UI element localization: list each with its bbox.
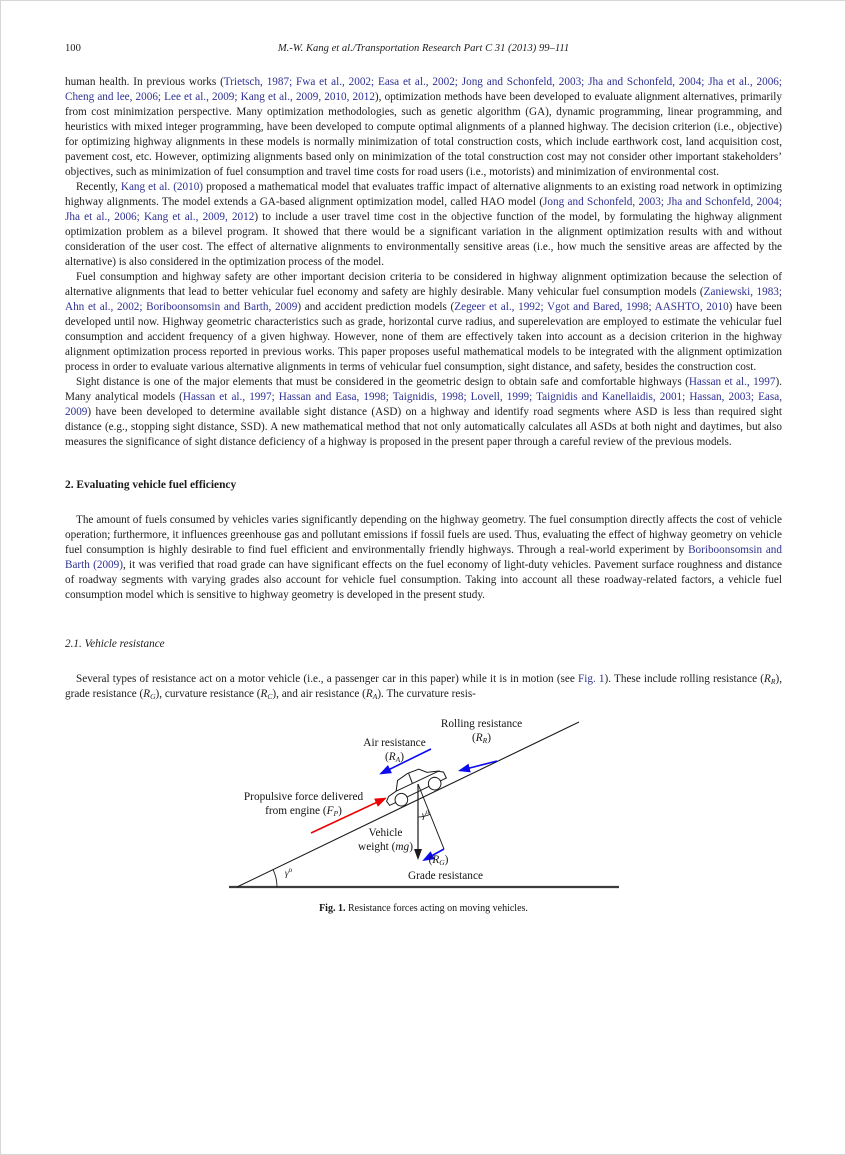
label-rolling-resistance: Rolling resistance $(R_R)$ xyxy=(440,718,523,745)
citation-link[interactable]: Hassan et al., 1997 xyxy=(688,376,776,388)
section-heading-2: 2. Evaluating vehicle fuel efficiency xyxy=(65,479,237,491)
label-vehicle-weight: Vehicle weight (mg) xyxy=(358,827,413,853)
citation-link[interactable]: Hassan et al., 1997; Hassan and Easa, 1998; Taignidis, 1998; Lovell, 1999; Taignidis and Kanellaidis, 2001; Hassan, 2003; Easa, 2009 xyxy=(65,391,782,418)
citation-link[interactable]: Boriboonsomsin and Barth (2009) xyxy=(65,544,782,571)
citation-link[interactable]: Jong and Schonfeld, 2003; Jha and Schonfeld, 2004; Jha et al., 2006; Kang et al., 2009, 2012 xyxy=(65,196,782,223)
figure-caption-text: Resistance forces acting on moving vehicles. xyxy=(345,903,528,914)
label-grade-resistance: Grade resistance xyxy=(408,870,483,882)
page-header xyxy=(65,41,782,55)
paragraph-1: human health. In previous works (Trietsch, 1987; Fwa et al., 2002; Easa et al., 2002; Jong and Schonfeld, 2003; Jha and Schonfeld, 2004; Jha et al., 2006; Cheng and lee, 2006; Lee et al., 2009; Kang et al., 2009, 2010, 2012), optimization methods have been developed to evaluate alignment alternatives, primarily from cost minimization perspective. Many optimization methodologies, such as genetic algorithm (GA), dynamic programming, linear programming, and heuristics with mixed integer programming, have been developed to compute optimal alignments of a planned highway. The decision criterion (i.e., objective) for optimizing highway alignments in these models is normally minimization of total construction costs, which include earthwork cost, land acquisition cost, pavement cost, etc. However, optimizing alignments based only on minimization of the total construction cost may not consider other important stakeholders’ objectives, such as minimization of fuel consumption and travel time costs for road users (i.e., motorists) and minimization of environmental cost. xyxy=(65,76,783,178)
citation-link[interactable]: Fig. 1 xyxy=(578,673,605,685)
paragraph-6: Several types of resistance act on a motor vehicle (i.e., a passenger car in this paper) while it is in motion (see Fig. 1). These include rolling resistance $(R_R)$, grade resistance $(R_G)$, curvature resistance $(R_C)$, and air resistance $(R_A)$. The curvature resis- xyxy=(65,673,782,701)
label-propulsive-force: Propulsive force delivered from engine $(F_P)$ xyxy=(243,791,364,818)
citation-link[interactable]: Zaniewski, 1983; Ahn et al., 2002; Boriboonsomsin and Barth, 2009 xyxy=(65,286,782,313)
article-body xyxy=(65,75,782,915)
label-gamma-slope-angle: $\gamma^o$ xyxy=(284,866,293,879)
paragraph-5: The amount of fuels consumed by vehicles varies significantly depending on the highway geometry. The fuel consumption directly affects the cost of vehicle operation; furthermore, it influences greenhouse gas and pollutant emissions if fossil fuels are used. Thus, evaluating the effect of highway geometry on vehicle fuel consumption is highly desirable to find fuel efficient and environmentally friendly highways. Through a real-world experiment by Boriboonsomsin and Barth (2009), it was verified that road grade can have significant effects on the fuel economy of light-duty vehicles. Pavement surface roughness and distance of roadway segments with varying grades also account for vehicle fuel consumption. Taking into account all these roadway-related factors, a vehicle fuel consumption model which is sensitive to highway geometry is developed in the present study. xyxy=(65,514,782,601)
paragraph-2: Recently, Kang et al. (2010) proposed a mathematical model that evaluates traffic impact of alternative alignments to an existing road network in optimizing highway alignments. The model extends a GA-based alignment optimization model, called HAO model (Jong and Schonfeld, 2003; Jha and Schonfeld, 2004; Jha et al., 2006; Kang et al., 2009, 2012) to include a user travel time cost in the objective function of the model, by formulating the highway alignment optimization problem as a bilevel program. It showed that there would be a significant variation in the alignment optimization results with and without consideration of the user cost. The effect of alternative alignments to environmentally sensitive areas (i.e., how much the sensitive areas are affected by the alternative) is also considered in the optimization process of the model. xyxy=(65,181,782,268)
running-title: M.-W. Kang et al./Transportation Research Part C 31 (2013) 99–111 xyxy=(277,43,570,54)
slope-angle-arc xyxy=(273,870,277,887)
page-number: 100 xyxy=(65,43,81,54)
rolling-resistance-arrow xyxy=(460,761,497,771)
label-air-resistance: Air resistance $(R_A)$ xyxy=(363,737,426,764)
figure-caption xyxy=(227,902,621,915)
citation-link[interactable]: Kang et al. (2010) xyxy=(120,181,204,193)
label-gamma-weight-angle: $\gamma^o$ xyxy=(421,808,430,821)
figure-1 xyxy=(227,714,621,915)
citation-link[interactable]: Trietsch, 1987; Fwa et al., 2002; Easa et al., 2002; Jong and Schonfeld, 2003; Jha and Schonfeld, 2004; Jha et al., 2006; Cheng and lee, 2006; Lee et al., 2009; Kang et al., 2009, 2010, 2012 xyxy=(65,76,782,103)
figure-caption-label: Fig. 1. xyxy=(319,903,346,914)
figure-1-diagram xyxy=(227,714,621,892)
paragraph-3: Fuel consumption and highway safety are other important decision criteria to be considered in highway alignment optimization because the selection of alternative alignments that lead to better vehicular fuel economy and safety are highly desirable. Many vehicular fuel consumption models (Zaniewski, 1983; Ahn et al., 2002; Boriboonsomsin and Barth, 2009) and accident prediction models (Zegeer et al., 1992; Vgot and Bared, 1998; AASHTO, 2010) have been developed until now. Highway geometric characteristics such as grade, horizontal curve radius, and superelevation are employed to estimate the vehicular fuel consumption and accident frequency of a given highway. However, none of them are effectively taken into account as a decision criterion in the highway alignment optimization process reported in previous works. This paper proposes useful mathematical models to be integrated with the alignment optimization process in order to evaluate various alternative alignments in terms of vehicular fuel consumption, sight distance, and safety, besides the construction cost. xyxy=(65,271,782,373)
car-icon xyxy=(379,759,449,811)
subsection-heading-2-1: 2.1. Vehicle resistance xyxy=(65,638,165,650)
paragraph-4: Sight distance is one of the major elements that must be considered in the geometric design to obtain safe and comfortable highways (Hassan et al., 1997). Many analytical models (Hassan et al., 1997; Hassan and Easa, 1998; Taignidis, 1998; Lovell, 1999; Taignidis and Kanellaidis, 2001; Hassan, 2003; Easa, 2009) have been developed to determine available sight distance (ASD) on a highway and identify road segments where ASD is less than required sight distance (e.g., stopping sight distance, SSD). A new mathematical method that not only automatically calculates all ASDs at both night and daytimes, but also measures the significance of sight distance deficiency of a highway is proposed in the present paper through a careful review of the previous models. xyxy=(65,376,782,448)
citation-link[interactable]: Zegeer et al., 1992; Vgot and Bared, 1998; AASHTO, 2010 xyxy=(454,301,729,313)
label-grade-resistance-symbol: $(R_G)$ xyxy=(428,854,449,867)
